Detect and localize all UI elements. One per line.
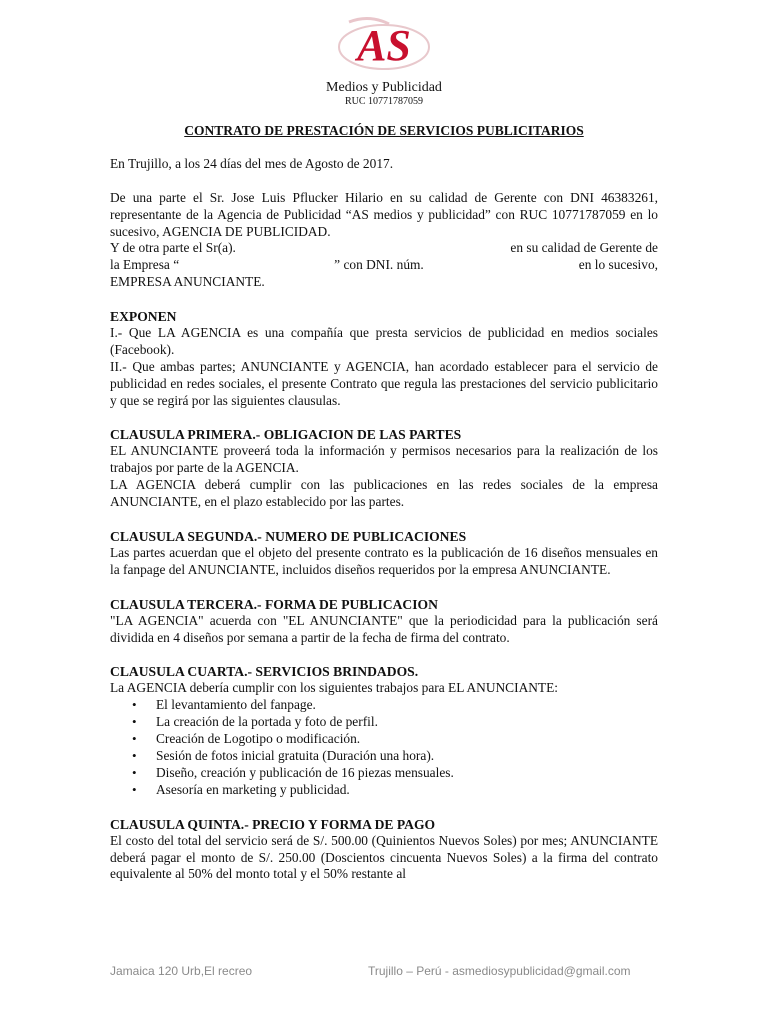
clause-3-heading: CLAUSULA TERCERA.- FORMA DE PUBLICACION [110, 596, 438, 612]
clause-5-paragraph: El costo del total del servicio será de S/. 500.00 (Quinientos Nuevos Soles) por mes; ANUNCIANTE deberá pagar el monto de S/. 250.00 (Doscientos cincuenta Nuevos Soles) a la firma del contrato equivalente al 50% del monto total y el 50% restante al [110, 832, 658, 882]
party-two-dni: ” con DNI. núm. [334, 257, 424, 273]
clause-2-heading: CLAUSULA SEGUNDA.- NUMERO DE PUBLICACIONES [110, 528, 467, 544]
footer-contact: Trujillo – Perú - asmediosypublicidad@gmail.com [368, 964, 631, 978]
as-logo [329, 12, 439, 78]
contract-body [110, 123, 658, 883]
list-item: • El levantamiento del fanpage. [156, 697, 658, 714]
contract-title: CONTRATO DE PRESTACIÓN DE SERVICIOS PUBLICITARIOS [184, 123, 584, 138]
clause-4-intro: La AGENCIA debería cumplir con los siguientes trabajos para EL ANUNCIANTE: [110, 680, 558, 696]
footer-address: Jamaica 120 Urb,El recreo [110, 964, 253, 978]
exponen-heading: EXPONEN [110, 309, 177, 325]
brand-name: Medios y Publicidad [326, 80, 442, 95]
party-two-sucesivo: en lo sucesivo, [578, 257, 658, 273]
services-list [110, 697, 658, 798]
list-item: • La creación de la portada y foto de perfil. [156, 714, 658, 731]
list-item: • Asesoría en marketing y publicidad. [156, 782, 658, 799]
party-two-start: Y de otra parte el Sr(a). [110, 240, 236, 256]
party-two-end: EMPRESA ANUNCIANTE. [110, 274, 265, 290]
list-item: • Sesión de fotos inicial gratuita (Duración una hora). [156, 748, 658, 765]
party-two-line1 [110, 240, 658, 257]
date-line: En Trujillo, a los 24 días del mes de Agosto de 2017. [110, 155, 394, 171]
party-two-line2 [110, 257, 658, 274]
clause-2-paragraph: Las partes acuerdan que el objeto del presente contrato es la publicación de 16 diseños mensuales en la fanpage del ANUNCIANTE, incluidos diseños requeridos por la empresa ANUNCIANTE. [110, 544, 658, 577]
clause-1-paragraph-1: EL ANUNCIANTE proveerá toda la información y permisos necesarios para la realización de los trabajos por parte de la AGENCIA. [110, 443, 658, 476]
brand-ruc: RUC 10771787059 [344, 96, 424, 107]
page-footer [110, 964, 658, 978]
logo-text: AS [357, 21, 411, 70]
list-item: • Diseño, creación y publicación de 16 piezas mensuales. [156, 765, 658, 782]
party-one: De una parte el Sr. Jose Luis Pflucker Hilario en su calidad de Gerente con DNI 46383261, representante de la Agencia de Publicidad “AS medios y publicidad” con RUC 10771787059 en lo sucesivo, AGENCIA DE PUBLICIDAD. [110, 189, 658, 239]
party-two-company: la Empresa “ [110, 257, 180, 273]
clause-5-heading: CLAUSULA QUINTA.- PRECIO Y FORMA DE PAGO [110, 816, 436, 832]
clause-1-heading: CLAUSULA PRIMERA.- OBLIGACION DE LAS PARTES [110, 427, 462, 443]
exponen-item-1: I.- Que LA AGENCIA es una compañía que presta servicios de publicidad en medios sociales (Facebook). [110, 325, 658, 357]
party-two-role: en su calidad de Gerente de [510, 240, 658, 256]
exponen-item-2: II.- Que ambas partes; ANUNCIANTE y AGENCIA, han acordado establecer para el servicio de publicidad en redes sociales, el presente Contrato que regula las prestaciones del servicio publicitario y que se regirá por las siguientes clausulas. [110, 358, 658, 408]
clause-1-paragraph-2: LA AGENCIA deberá cumplir con las publicaciones en las redes sociales de la empresa ANUNCIANTE, en el plazo establecido por las partes. [110, 477, 658, 510]
letterhead [0, 12, 768, 108]
clause-3-paragraph: "LA AGENCIA" acuerda con "EL ANUNCIANTE" que la periodicidad para la publicación será dividida en 4 diseños por semana a partir de la fecha de firma del contrato. [110, 612, 658, 645]
list-item: • Creación de Logotipo o modificación. [156, 731, 658, 748]
clause-4-heading: CLAUSULA CUARTA.- SERVICIOS BRINDADOS. [110, 664, 419, 680]
